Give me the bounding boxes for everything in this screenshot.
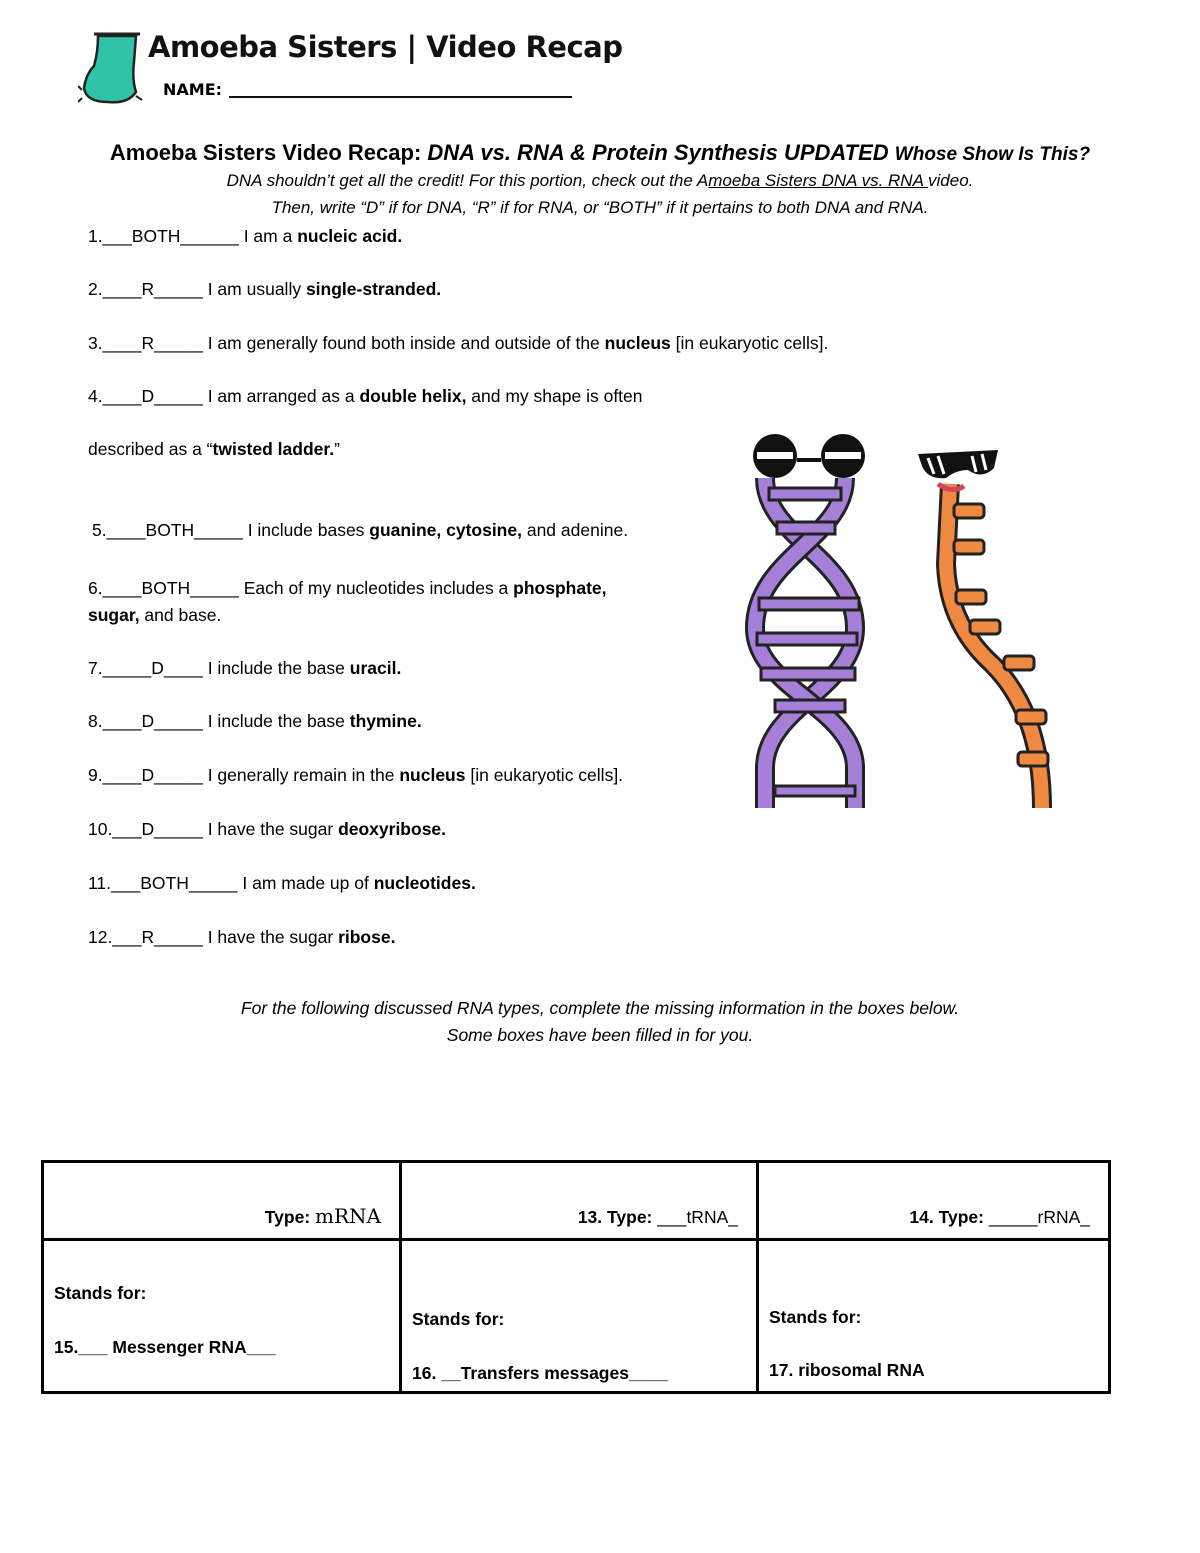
answer-blank[interactable]: ___R_____ (112, 927, 203, 947)
question-keyword: double helix, (359, 386, 467, 406)
answer-blank[interactable]: ___D_____ (112, 819, 203, 839)
stands-cell-15[interactable] (43, 1240, 401, 1393)
question-number: 2. (88, 279, 103, 299)
table-instructions-1: For the following discussed RNA types, complete the missing information in the boxes below. (240, 998, 960, 1018)
question-keyword: nucleotides. (373, 873, 476, 893)
type-label: 13. Type: (577, 1207, 658, 1227)
question-number: 3. (88, 333, 103, 353)
question-text: I include the base (202, 658, 350, 678)
question-text-end: [in eukaryotic cells]. (670, 333, 829, 353)
question-text-end: and base. (139, 605, 222, 625)
question-text: Each of my nucleotides includes a (238, 578, 514, 598)
type-label: Type: (264, 1207, 316, 1227)
question-item (88, 333, 828, 354)
question-keyword: deoxyribose. (338, 819, 447, 839)
intro-text-end: video. (928, 171, 974, 190)
type-cell-mrna (43, 1162, 401, 1240)
question-item (88, 605, 221, 626)
type-cell-14[interactable] (758, 1162, 1110, 1240)
answer-blank[interactable]: ____D_____ (102, 711, 203, 731)
question-text: I am arranged as a (202, 386, 360, 406)
dna-character-illustration (745, 428, 875, 808)
question-keyword: uracil. (349, 658, 402, 678)
question-item (88, 226, 402, 247)
rna-character-illustration (912, 444, 1062, 808)
stands-cell-17[interactable] (758, 1240, 1110, 1393)
question-number: 7. (88, 658, 103, 678)
question-item (88, 711, 422, 732)
question-keyword: nucleus (399, 765, 466, 785)
answer-blank[interactable]: _____D____ (102, 658, 203, 678)
question-text: I am a (238, 226, 298, 246)
question-item (92, 520, 628, 541)
question-item (88, 765, 623, 786)
question-item (88, 819, 446, 840)
question-item (88, 927, 395, 948)
question-keyword: nucleus (604, 333, 671, 353)
question-text: I include bases (242, 520, 370, 540)
question-keyword: twisted ladder. (212, 439, 335, 459)
question-text-end: and adenine. (521, 520, 629, 540)
answer-blank[interactable]: ____D_____ (102, 765, 203, 785)
type-label: 14. Type: (909, 1207, 989, 1227)
question-number: 1. (88, 226, 103, 246)
question-number: 10. (88, 819, 113, 839)
question-text-end: ” (334, 439, 340, 459)
question-text: I include the base (202, 711, 350, 731)
amoeba-logo (78, 32, 146, 106)
question-item (88, 873, 476, 894)
type-value: mRNA (315, 1204, 381, 1228)
question-item (88, 439, 340, 460)
question-number: 4. (88, 386, 103, 406)
stands-label: Stands for: (54, 1283, 147, 1303)
question-text: I am made up of (237, 873, 374, 893)
intro-line-2: Then, write “D” if for DNA, “R” if for RNA, or “BOTH” if it pertains to both DNA and RNA. (271, 198, 929, 217)
stands-cell-16[interactable] (401, 1240, 758, 1393)
title-part2: DNA vs. RNA & Protein Synthesis UPDATED (427, 140, 895, 165)
question-keyword: nucleic acid. (297, 226, 403, 246)
question-keyword: guanine, cytosine, (369, 520, 522, 540)
stands-answer[interactable]: 17. ribosomal RNA (769, 1360, 925, 1380)
stands-label: Stands for: (412, 1309, 505, 1329)
question-text: I have the sugar (202, 927, 339, 947)
question-keyword: single-stranded. (305, 279, 442, 299)
answer-blank[interactable]: ____BOTH_____ (102, 578, 239, 598)
question-keyword: phosphate, (513, 578, 607, 598)
stands-answer[interactable]: 16. __Transfers messages____ (412, 1363, 668, 1383)
stands-label: Stands for: (769, 1307, 862, 1327)
question-text: described as a “ (88, 439, 213, 459)
question-item (88, 658, 401, 679)
answer-blank[interactable]: ___BOTH_____ (111, 873, 238, 893)
table-instructions-2: Some boxes have been filled in for you. (446, 1025, 754, 1045)
answer-blank[interactable]: ___BOTH______ (102, 226, 239, 246)
title-part3: Whose Show Is This? (894, 144, 1091, 165)
question-number: 11. (88, 873, 112, 893)
question-keyword: thymine. (349, 711, 422, 731)
question-item (88, 279, 441, 300)
question-item (88, 386, 643, 407)
title-part1: Amoeba Sisters Video Recap: (109, 140, 428, 165)
question-keyword: sugar, (88, 605, 140, 625)
intro-line-1 (0, 171, 1200, 191)
question-text-end: and my shape is often (466, 386, 643, 406)
type-answer[interactable]: ___tRNA_ (657, 1207, 738, 1227)
answer-blank[interactable]: ____BOTH_____ (106, 520, 243, 540)
name-label: NAME: (163, 80, 223, 99)
stands-answer[interactable]: 15.___ Messenger RNA___ (54, 1337, 276, 1357)
page-title (0, 140, 1200, 166)
rna-types-table (41, 1160, 1111, 1394)
type-answer[interactable]: _____rRNA_ (988, 1207, 1090, 1227)
question-number: 5. (92, 520, 107, 540)
question-number: 6. (88, 578, 103, 598)
type-cell-13[interactable] (401, 1162, 758, 1240)
intro-text: DNA shouldn’t get all the credit! For this portion, check out the A (226, 171, 709, 190)
answer-blank[interactable]: ____R_____ (102, 279, 203, 299)
question-number: 9. (88, 765, 103, 785)
question-text: I have the sugar (202, 819, 339, 839)
question-item (88, 578, 607, 599)
name-field[interactable] (229, 96, 572, 98)
question-text: I am usually (202, 279, 306, 299)
answer-blank[interactable]: ____D_____ (102, 386, 203, 406)
question-number: 12. (88, 927, 113, 947)
question-number: 8. (88, 711, 103, 731)
logo-title: Amoeba Sisters | Video Recap (148, 30, 623, 64)
video-link[interactable]: moeba Sisters DNA vs. RNA (708, 171, 929, 190)
question-keyword: ribose. (338, 927, 396, 947)
question-text: I generally remain in the (202, 765, 400, 785)
question-text: I am generally found both inside and outside of the (202, 333, 605, 353)
question-text-end: [in eukaryotic cells]. (465, 765, 624, 785)
answer-blank[interactable]: ____R_____ (102, 333, 203, 353)
